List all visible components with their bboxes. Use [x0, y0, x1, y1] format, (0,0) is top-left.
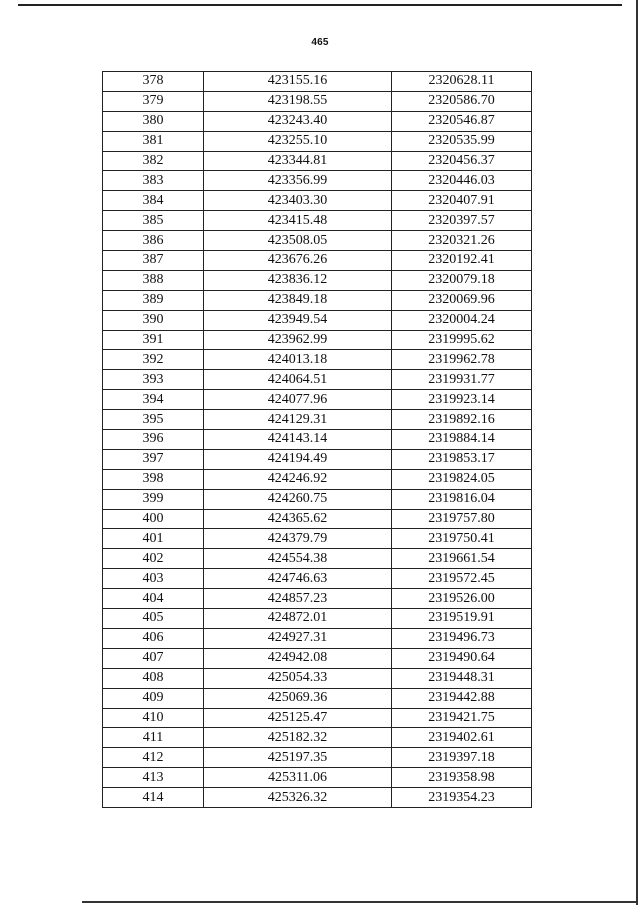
point-number-cell: 384 — [103, 191, 204, 211]
northing-cell: 2320628.11 — [392, 72, 532, 92]
northing-cell: 2319757.80 — [392, 509, 532, 529]
point-number-cell: 386 — [103, 231, 204, 251]
easting-cell: 425125.47 — [204, 708, 392, 728]
easting-cell: 424064.51 — [204, 370, 392, 390]
table-row — [103, 290, 532, 310]
northing-cell: 2319661.54 — [392, 549, 532, 569]
easting-cell: 424872.01 — [204, 609, 392, 629]
table-row — [103, 350, 532, 370]
table-row — [103, 589, 532, 609]
northing-cell: 2319496.73 — [392, 628, 532, 648]
top-border-line — [18, 4, 622, 6]
northing-cell: 2319572.45 — [392, 569, 532, 589]
easting-cell: 423962.99 — [204, 330, 392, 350]
point-number-cell: 407 — [103, 648, 204, 668]
easting-cell: 423243.40 — [204, 111, 392, 131]
coordinates-table-body — [103, 72, 532, 808]
easting-cell: 423949.54 — [204, 310, 392, 330]
table-row — [103, 390, 532, 410]
table-row — [103, 251, 532, 271]
northing-cell: 2319397.18 — [392, 748, 532, 768]
table-row — [103, 211, 532, 231]
northing-cell: 2320069.96 — [392, 290, 532, 310]
point-number-cell: 392 — [103, 350, 204, 370]
point-number-cell: 387 — [103, 251, 204, 271]
table-row — [103, 231, 532, 251]
easting-cell: 423849.18 — [204, 290, 392, 310]
coordinates-table — [102, 71, 532, 808]
table-row — [103, 131, 532, 151]
easting-cell: 425311.06 — [204, 768, 392, 788]
table-row — [103, 111, 532, 131]
northing-cell: 2319995.62 — [392, 330, 532, 350]
point-number-cell: 388 — [103, 270, 204, 290]
easting-cell: 424194.49 — [204, 449, 392, 469]
easting-cell: 424260.75 — [204, 489, 392, 509]
table-row — [103, 569, 532, 589]
easting-cell: 423198.55 — [204, 91, 392, 111]
table-row — [103, 509, 532, 529]
northing-cell: 2320004.24 — [392, 310, 532, 330]
northing-cell: 2319884.14 — [392, 430, 532, 450]
northing-cell: 2319448.31 — [392, 668, 532, 688]
easting-cell: 424857.23 — [204, 589, 392, 609]
point-number-cell: 400 — [103, 509, 204, 529]
northing-cell: 2319853.17 — [392, 449, 532, 469]
table-row — [103, 171, 532, 191]
point-number-cell: 383 — [103, 171, 204, 191]
easting-cell: 423255.10 — [204, 131, 392, 151]
table-row — [103, 370, 532, 390]
northing-cell: 2320321.26 — [392, 231, 532, 251]
table-row — [103, 708, 532, 728]
point-number-cell: 379 — [103, 91, 204, 111]
northing-cell: 2319354.23 — [392, 788, 532, 808]
table-row — [103, 191, 532, 211]
northing-cell: 2319402.61 — [392, 728, 532, 748]
easting-cell: 425054.33 — [204, 668, 392, 688]
point-number-cell: 396 — [103, 430, 204, 450]
easting-cell: 423415.48 — [204, 211, 392, 231]
point-number-cell: 404 — [103, 589, 204, 609]
easting-cell: 424379.79 — [204, 529, 392, 549]
table-row — [103, 449, 532, 469]
point-number-cell: 398 — [103, 469, 204, 489]
point-number-cell: 402 — [103, 549, 204, 569]
easting-cell: 423676.26 — [204, 251, 392, 271]
table-row — [103, 628, 532, 648]
easting-cell: 424246.92 — [204, 469, 392, 489]
easting-cell: 425326.32 — [204, 788, 392, 808]
table-row — [103, 768, 532, 788]
bottom-border-line — [82, 901, 636, 903]
table-row — [103, 469, 532, 489]
point-number-cell: 405 — [103, 609, 204, 629]
table-row — [103, 91, 532, 111]
point-number-cell: 410 — [103, 708, 204, 728]
point-number-cell: 408 — [103, 668, 204, 688]
table-row — [103, 609, 532, 629]
table-row — [103, 788, 532, 808]
table-row — [103, 72, 532, 92]
point-number-cell: 399 — [103, 489, 204, 509]
northing-cell: 2319892.16 — [392, 410, 532, 430]
point-number-cell: 393 — [103, 370, 204, 390]
easting-cell: 424077.96 — [204, 390, 392, 410]
northing-cell: 2320192.41 — [392, 251, 532, 271]
northing-cell: 2319931.77 — [392, 370, 532, 390]
table-row — [103, 489, 532, 509]
easting-cell: 423403.30 — [204, 191, 392, 211]
table-row — [103, 728, 532, 748]
easting-cell: 423356.99 — [204, 171, 392, 191]
table-row — [103, 688, 532, 708]
easting-cell: 423155.16 — [204, 72, 392, 92]
table-row — [103, 430, 532, 450]
point-number-cell: 381 — [103, 131, 204, 151]
table-row — [103, 330, 532, 350]
point-number-cell: 409 — [103, 688, 204, 708]
point-number-cell: 411 — [103, 728, 204, 748]
table-row — [103, 668, 532, 688]
point-number-cell: 403 — [103, 569, 204, 589]
northing-cell: 2320397.57 — [392, 211, 532, 231]
northing-cell: 2320407.91 — [392, 191, 532, 211]
table-row — [103, 648, 532, 668]
northing-cell: 2319421.75 — [392, 708, 532, 728]
table-row — [103, 270, 532, 290]
table-row — [103, 748, 532, 768]
point-number-cell: 394 — [103, 390, 204, 410]
point-number-cell: 397 — [103, 449, 204, 469]
table-row — [103, 529, 532, 549]
easting-cell: 424143.14 — [204, 430, 392, 450]
easting-cell: 424365.62 — [204, 509, 392, 529]
northing-cell: 2319519.91 — [392, 609, 532, 629]
northing-cell: 2319526.00 — [392, 589, 532, 609]
easting-cell: 424554.38 — [204, 549, 392, 569]
easting-cell: 423836.12 — [204, 270, 392, 290]
northing-cell: 2319962.78 — [392, 350, 532, 370]
easting-cell: 424942.08 — [204, 648, 392, 668]
northing-cell: 2320446.03 — [392, 171, 532, 191]
easting-cell: 424129.31 — [204, 410, 392, 430]
northing-cell: 2320535.99 — [392, 131, 532, 151]
point-number-cell: 391 — [103, 330, 204, 350]
point-number-cell: 382 — [103, 151, 204, 171]
point-number-cell: 385 — [103, 211, 204, 231]
table-row — [103, 310, 532, 330]
northing-cell: 2320456.37 — [392, 151, 532, 171]
northing-cell: 2319824.05 — [392, 469, 532, 489]
page-number: 465 — [311, 37, 329, 48]
northing-cell: 2319490.64 — [392, 648, 532, 668]
northing-cell: 2319750.41 — [392, 529, 532, 549]
northing-cell: 2319442.88 — [392, 688, 532, 708]
table-row — [103, 549, 532, 569]
point-number-cell: 413 — [103, 768, 204, 788]
easting-cell: 425182.32 — [204, 728, 392, 748]
easting-cell: 424013.18 — [204, 350, 392, 370]
easting-cell: 425197.35 — [204, 748, 392, 768]
point-number-cell: 390 — [103, 310, 204, 330]
easting-cell: 425069.36 — [204, 688, 392, 708]
point-number-cell: 395 — [103, 410, 204, 430]
easting-cell: 424746.63 — [204, 569, 392, 589]
table-row — [103, 151, 532, 171]
point-number-cell: 401 — [103, 529, 204, 549]
northing-cell: 2319358.98 — [392, 768, 532, 788]
northing-cell: 2319816.04 — [392, 489, 532, 509]
northing-cell: 2320586.70 — [392, 91, 532, 111]
point-number-cell: 412 — [103, 748, 204, 768]
table-row — [103, 410, 532, 430]
northing-cell: 2320546.87 — [392, 111, 532, 131]
easting-cell: 424927.31 — [204, 628, 392, 648]
point-number-cell: 378 — [103, 72, 204, 92]
point-number-cell: 414 — [103, 788, 204, 808]
point-number-cell: 389 — [103, 290, 204, 310]
point-number-cell: 406 — [103, 628, 204, 648]
easting-cell: 423344.81 — [204, 151, 392, 171]
northing-cell: 2319923.14 — [392, 390, 532, 410]
northing-cell: 2320079.18 — [392, 270, 532, 290]
right-border-line — [636, 0, 638, 905]
point-number-cell: 380 — [103, 111, 204, 131]
easting-cell: 423508.05 — [204, 231, 392, 251]
